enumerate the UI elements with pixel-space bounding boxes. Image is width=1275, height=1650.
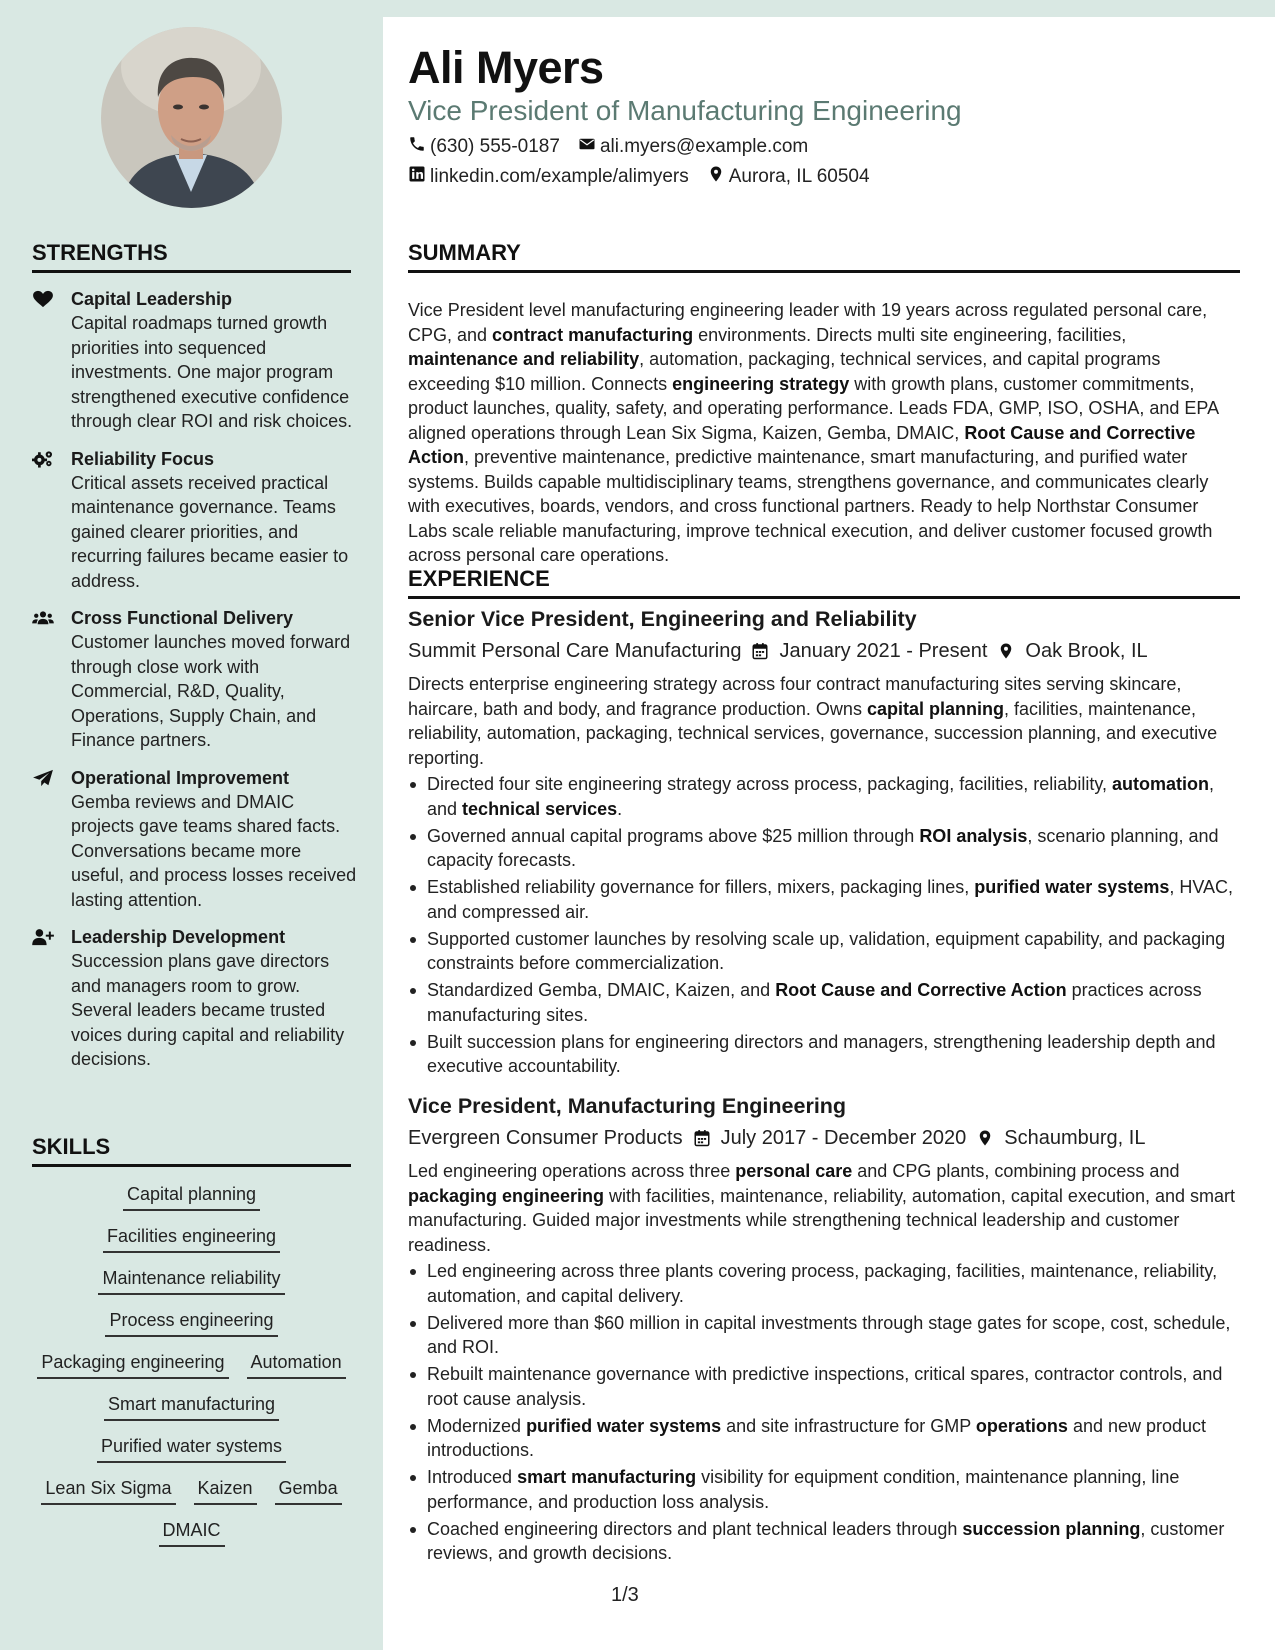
job-dates: July 2017 - December 2020 (720, 1127, 967, 1149)
job-entry (408, 605, 1240, 1081)
users-icon (32, 608, 56, 628)
sidebar (0, 0, 383, 1650)
strength-description: Customer launches moved forward through close work with Commercial, R&D, Quality, Operations, Supply Chain, and Finance partners. (71, 632, 351, 750)
skill-tag: Smart manufacturing (104, 1392, 279, 1421)
user-plus-icon (32, 927, 56, 947)
skill-tag: Facilities engineering (103, 1224, 280, 1253)
skill-tag: Packaging engineering (37, 1350, 228, 1379)
company-name: Summit Personal Care Manufacturing (408, 640, 742, 662)
strengths-heading: STRENGTHS (32, 240, 351, 273)
skills-list (32, 1182, 351, 1547)
bullet-item: Coached engineering directors and plant technical leaders through succession planning, customer reviews, and growth decisions. (408, 1517, 1240, 1566)
job-title: Senior Vice President, Engineering and Reliability (408, 607, 917, 631)
skill-tag: Kaizen (194, 1476, 257, 1505)
main-content (383, 17, 1275, 1650)
skills-heading: SKILLS (32, 1134, 351, 1167)
bullet-item: Established reliability governance for fillers, mixers, packaging lines, purified water systems, HVAC, and compressed air. (408, 875, 1240, 924)
strength-title: Reliability Focus (71, 448, 215, 469)
job-location: Schaumburg, IL (1004, 1127, 1146, 1149)
map-pin-icon (707, 165, 725, 189)
calendar-icon (751, 642, 769, 660)
contact-row-1 (408, 135, 808, 159)
location-contact (707, 165, 870, 189)
bullet-item: Rebuilt maintenance governance with predictive inspections, critical spares, contractor controls, and root cause analysis. (408, 1362, 1240, 1411)
job-meta (408, 1124, 1240, 1152)
bullet-item: Standardized Gemba, DMAIC, Kaizen, and Root Cause and Corrective Action practices across manufacturing sites. (408, 978, 1240, 1027)
strength-item (32, 925, 357, 1072)
bullet-item: Governed annual capital programs above $25 million through ROI analysis, scenario planning, and capacity forecasts. (408, 824, 1240, 873)
skill-tag: Automation (247, 1350, 346, 1379)
paper-plane-icon (32, 768, 56, 788)
skill-tag: Capital planning (123, 1182, 260, 1211)
phone-contact (408, 135, 560, 159)
summary-heading: SUMMARY (408, 240, 1240, 273)
strength-item (32, 447, 357, 594)
job-description: Directs enterprise engineering strategy across four contract manufacturing sites serving skincare, haircare, bath and body, and fragrance production. Owns capital planning, facilities, maintenance, reliability, automation, packaging, technical services, governance, succession planning, and executive reporting. (408, 674, 1218, 768)
location-text: Aurora, IL 60504 (728, 166, 870, 187)
job-entry (408, 1092, 1240, 1568)
gears-icon (32, 449, 56, 469)
strength-description: Critical assets received practical maintenance governance. Teams gained clearer priorities, and recurring failures became easier to address. (71, 472, 349, 591)
candidate-name: Ali Myers (408, 42, 604, 93)
strength-description: Succession plans gave directors and managers room to grow. Several leaders became trusted voices during capital and reliability decisions. (71, 951, 345, 1069)
heart-icon (32, 289, 56, 309)
calendar-icon (693, 1129, 711, 1147)
skill-tag: Purified water systems (97, 1434, 286, 1463)
summary-text: Vice President level manufacturing engineering leader with 19 years across regulated personal care, CPG, and contract manufacturing environments. Directs multi site engineering, facilities, maintenance and reliability, automation, packaging, technical services, and capital programs exceeding $10 million. Connects engineering strategy with growth plans, customer commitments, product launches, quality, safety, and operating performance. Leads FDA, GMP, ISO, OSHA, and EPA aligned operations through Lean Six Sigma, Kaizen, Gemba, DMAIC, Root Cause and Corrective Action, preventive maintenance, predictive maintenance, smart manufacturing, and purified water systems. Builds capable multidisciplinary teams, strengthens governance, and communicates clearly with executives, boards, vendors, and cross functional partners. Ready to help Northstar Consumer Labs scale reliable manufacturing, improve technical execution, and deliver customer focused growth across personal care operations. (408, 300, 1219, 565)
strength-item (32, 287, 357, 434)
map-pin-icon (997, 642, 1015, 660)
bullet-item: Supported customer launches by resolving scale up, validation, equipment capability, and packaging constraints before commercialization. (408, 927, 1240, 976)
job-bullets (408, 772, 1240, 1079)
skill-tag: Gemba (275, 1476, 342, 1505)
contact-row-2 (408, 165, 870, 189)
linkedin-contact[interactable] (408, 165, 689, 189)
strength-description: Gemba reviews and DMAIC projects gave teams shared facts. Conversations became more useful, and process losses received lasting attention. (71, 791, 357, 910)
strengths-list (32, 287, 357, 1085)
page-number: 1/3 (611, 1584, 639, 1606)
bullet-item: Built succession plans for engineering directors and managers, strengthening leadership depth and executive accountability. (408, 1030, 1240, 1079)
job-description: Led engineering operations across three personal care and CPG plants, combining process and packaging engineering with facilities, maintenance, reliability, automation, capital execution, and smart manufacturing. Guided major investments while strengthening technical leadership and customer readiness. (408, 1161, 1236, 1255)
bullet-item: Introduced smart manufacturing visibility for equipment condition, maintenance planning, line performance, and production loss analysis. (408, 1465, 1240, 1514)
email-text[interactable]: ali.myers@example.com (599, 136, 809, 157)
strength-title: Leadership Development (71, 927, 286, 947)
strength-title: Capital Leadership (71, 289, 233, 309)
strength-title: Cross Functional Delivery (71, 608, 294, 628)
profile-photo (101, 27, 282, 208)
linkedin-text[interactable]: linkedin.com/example/alimyers (430, 166, 689, 187)
candidate-role: Vice President of Manufacturing Engineering (408, 95, 962, 126)
job-dates: January 2021 - Present (779, 640, 988, 662)
strength-description: Capital roadmaps turned growth priorities into sequenced investments. One major program strengthened executive confidence through clear ROI and risk choices. (71, 313, 353, 431)
phone-text: (630) 555-0187 (430, 136, 560, 157)
phone-icon (408, 135, 426, 159)
skill-tag: Maintenance reliability (98, 1266, 284, 1295)
envelope-icon (578, 135, 596, 159)
job-location: Oak Brook, IL (1025, 640, 1148, 662)
bullet-item: Delivered more than $60 million in capital investments through stage gates for scope, cost, schedule, and ROI. (408, 1311, 1240, 1360)
bullet-item: Led engineering across three plants covering process, packaging, facilities, maintenance, reliability, automation, and capital delivery. (408, 1259, 1240, 1308)
email-contact[interactable] (578, 135, 808, 159)
linkedin-icon (408, 165, 426, 189)
job-bullets (408, 1259, 1240, 1566)
job-title: Vice President, Manufacturing Engineering (408, 1094, 847, 1118)
skill-tag: Lean Six Sigma (41, 1476, 175, 1505)
skill-tag: DMAIC (159, 1518, 225, 1547)
job-meta (408, 637, 1240, 665)
bullet-item: Directed four site engineering strategy across process, packaging, facilities, reliability, automation, and technical services. (408, 772, 1240, 821)
experience-heading: EXPERIENCE (408, 566, 1240, 599)
company-name: Evergreen Consumer Products (408, 1127, 683, 1149)
strength-item (32, 606, 357, 753)
skill-tag: Process engineering (105, 1308, 277, 1337)
strength-item (32, 766, 357, 913)
bullet-item: Modernized purified water systems and site infrastructure for GMP operations and new product introductions. (408, 1414, 1240, 1463)
strength-title: Operational Improvement (71, 767, 290, 788)
map-pin-icon (976, 1129, 994, 1147)
